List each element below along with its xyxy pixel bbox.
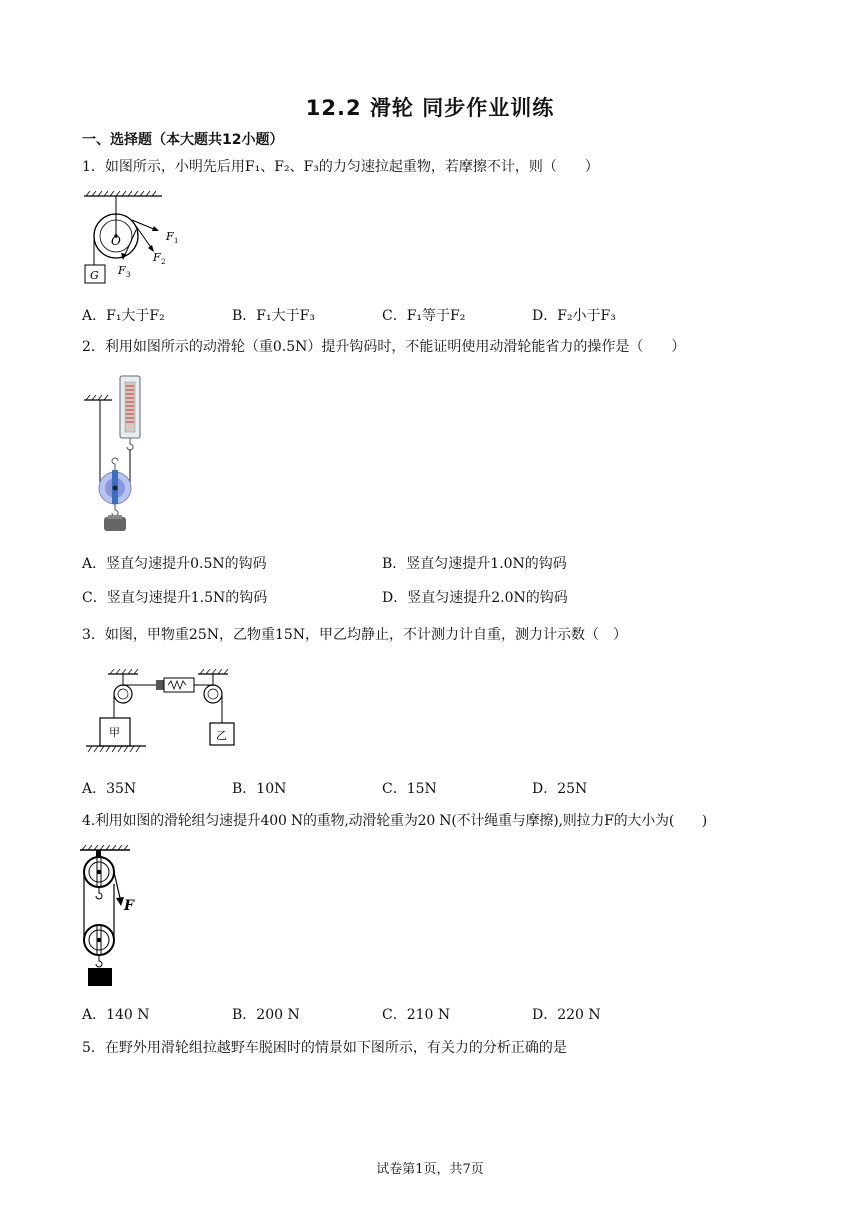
question-3-option-a[interactable]: A．35N (82, 781, 137, 797)
question-4-stem: 4.利用如图的滑轮组匀速提升400 N的重物,动滑轮重为20 N(不计绳重与摩擦),则拉力F的大小为( ) (82, 813, 707, 829)
question-3-option-b[interactable]: B．10N (232, 781, 287, 797)
force-f3-subscript: 3 (126, 271, 131, 279)
question-1-option-b[interactable]: B．F₁大于F₃ (232, 308, 315, 324)
question-2-option-d[interactable]: D．竖直匀速提升2.0N的钩码 (382, 590, 568, 606)
question-3-option-d[interactable]: D．25N (532, 781, 588, 797)
question-1-option-a[interactable]: A．F₁大于F₂ (82, 308, 165, 324)
question-1-stem: 1．如图所示，小明先后用F₁、F₂、F₃的力匀速拉起重物，若摩擦不计，则（ ） (82, 159, 599, 175)
question-3-figure (86, 668, 246, 760)
question-3-option-c[interactable]: C．15N (382, 781, 437, 797)
question-1-option-c[interactable]: C．F₁等于F₂ (382, 308, 466, 324)
question-5-stem: 5．在野外用滑轮组拉越野车脱困时的情景如下图所示，有关力的分析正确的是 (82, 1040, 567, 1056)
force-f1-label: F (166, 230, 174, 243)
section-heading: 一、选择题（本大题共12小题） (82, 132, 284, 148)
force-f3-label: F (118, 264, 126, 277)
question-2-option-a[interactable]: A．竖直匀速提升0.5N的钩码 (82, 556, 267, 572)
question-1-figure (80, 190, 190, 290)
force-f2-label: F (153, 251, 161, 264)
question-4-option-d[interactable]: D．220 N (532, 1007, 601, 1023)
page-footer: 试卷第1页，共7页 (376, 1162, 484, 1177)
question-3-stem: 3．如图，甲物重25N，乙物重15N，甲乙均静止，不计测力计自重，测力计示数（ ） (82, 627, 628, 643)
question-4-option-c[interactable]: C．210 N (382, 1007, 451, 1023)
force-f1-subscript: 1 (174, 237, 179, 245)
page-title: 12.2 滑轮 同步作业训练 (305, 96, 555, 120)
question-2-figure (84, 372, 184, 532)
object-jia-label: 甲 (109, 726, 120, 739)
question-4-option-a[interactable]: A．140 N (82, 1007, 150, 1023)
question-1-option-d[interactable]: D．F₂小于F₃ (532, 308, 616, 324)
force-f2-subscript: 2 (161, 258, 166, 266)
object-yi-label: 乙 (216, 729, 227, 742)
question-2-stem: 2．利用如图所示的动滑轮（重0.5N）提升钩码时，不能证明使用动滑轮能省力的操作是（ ） (82, 339, 686, 355)
question-4-option-b[interactable]: B．200 N (232, 1007, 300, 1023)
weight-label: G (90, 269, 99, 282)
question-2-option-b[interactable]: B．竖直匀速提升1.0N的钩码 (382, 556, 567, 572)
question-4-figure (80, 840, 160, 990)
question-2-option-c[interactable]: C．竖直匀速提升1.5N的钩码 (82, 590, 268, 606)
pulley-center-label: O (111, 234, 121, 248)
force-f-label: F (124, 898, 134, 914)
